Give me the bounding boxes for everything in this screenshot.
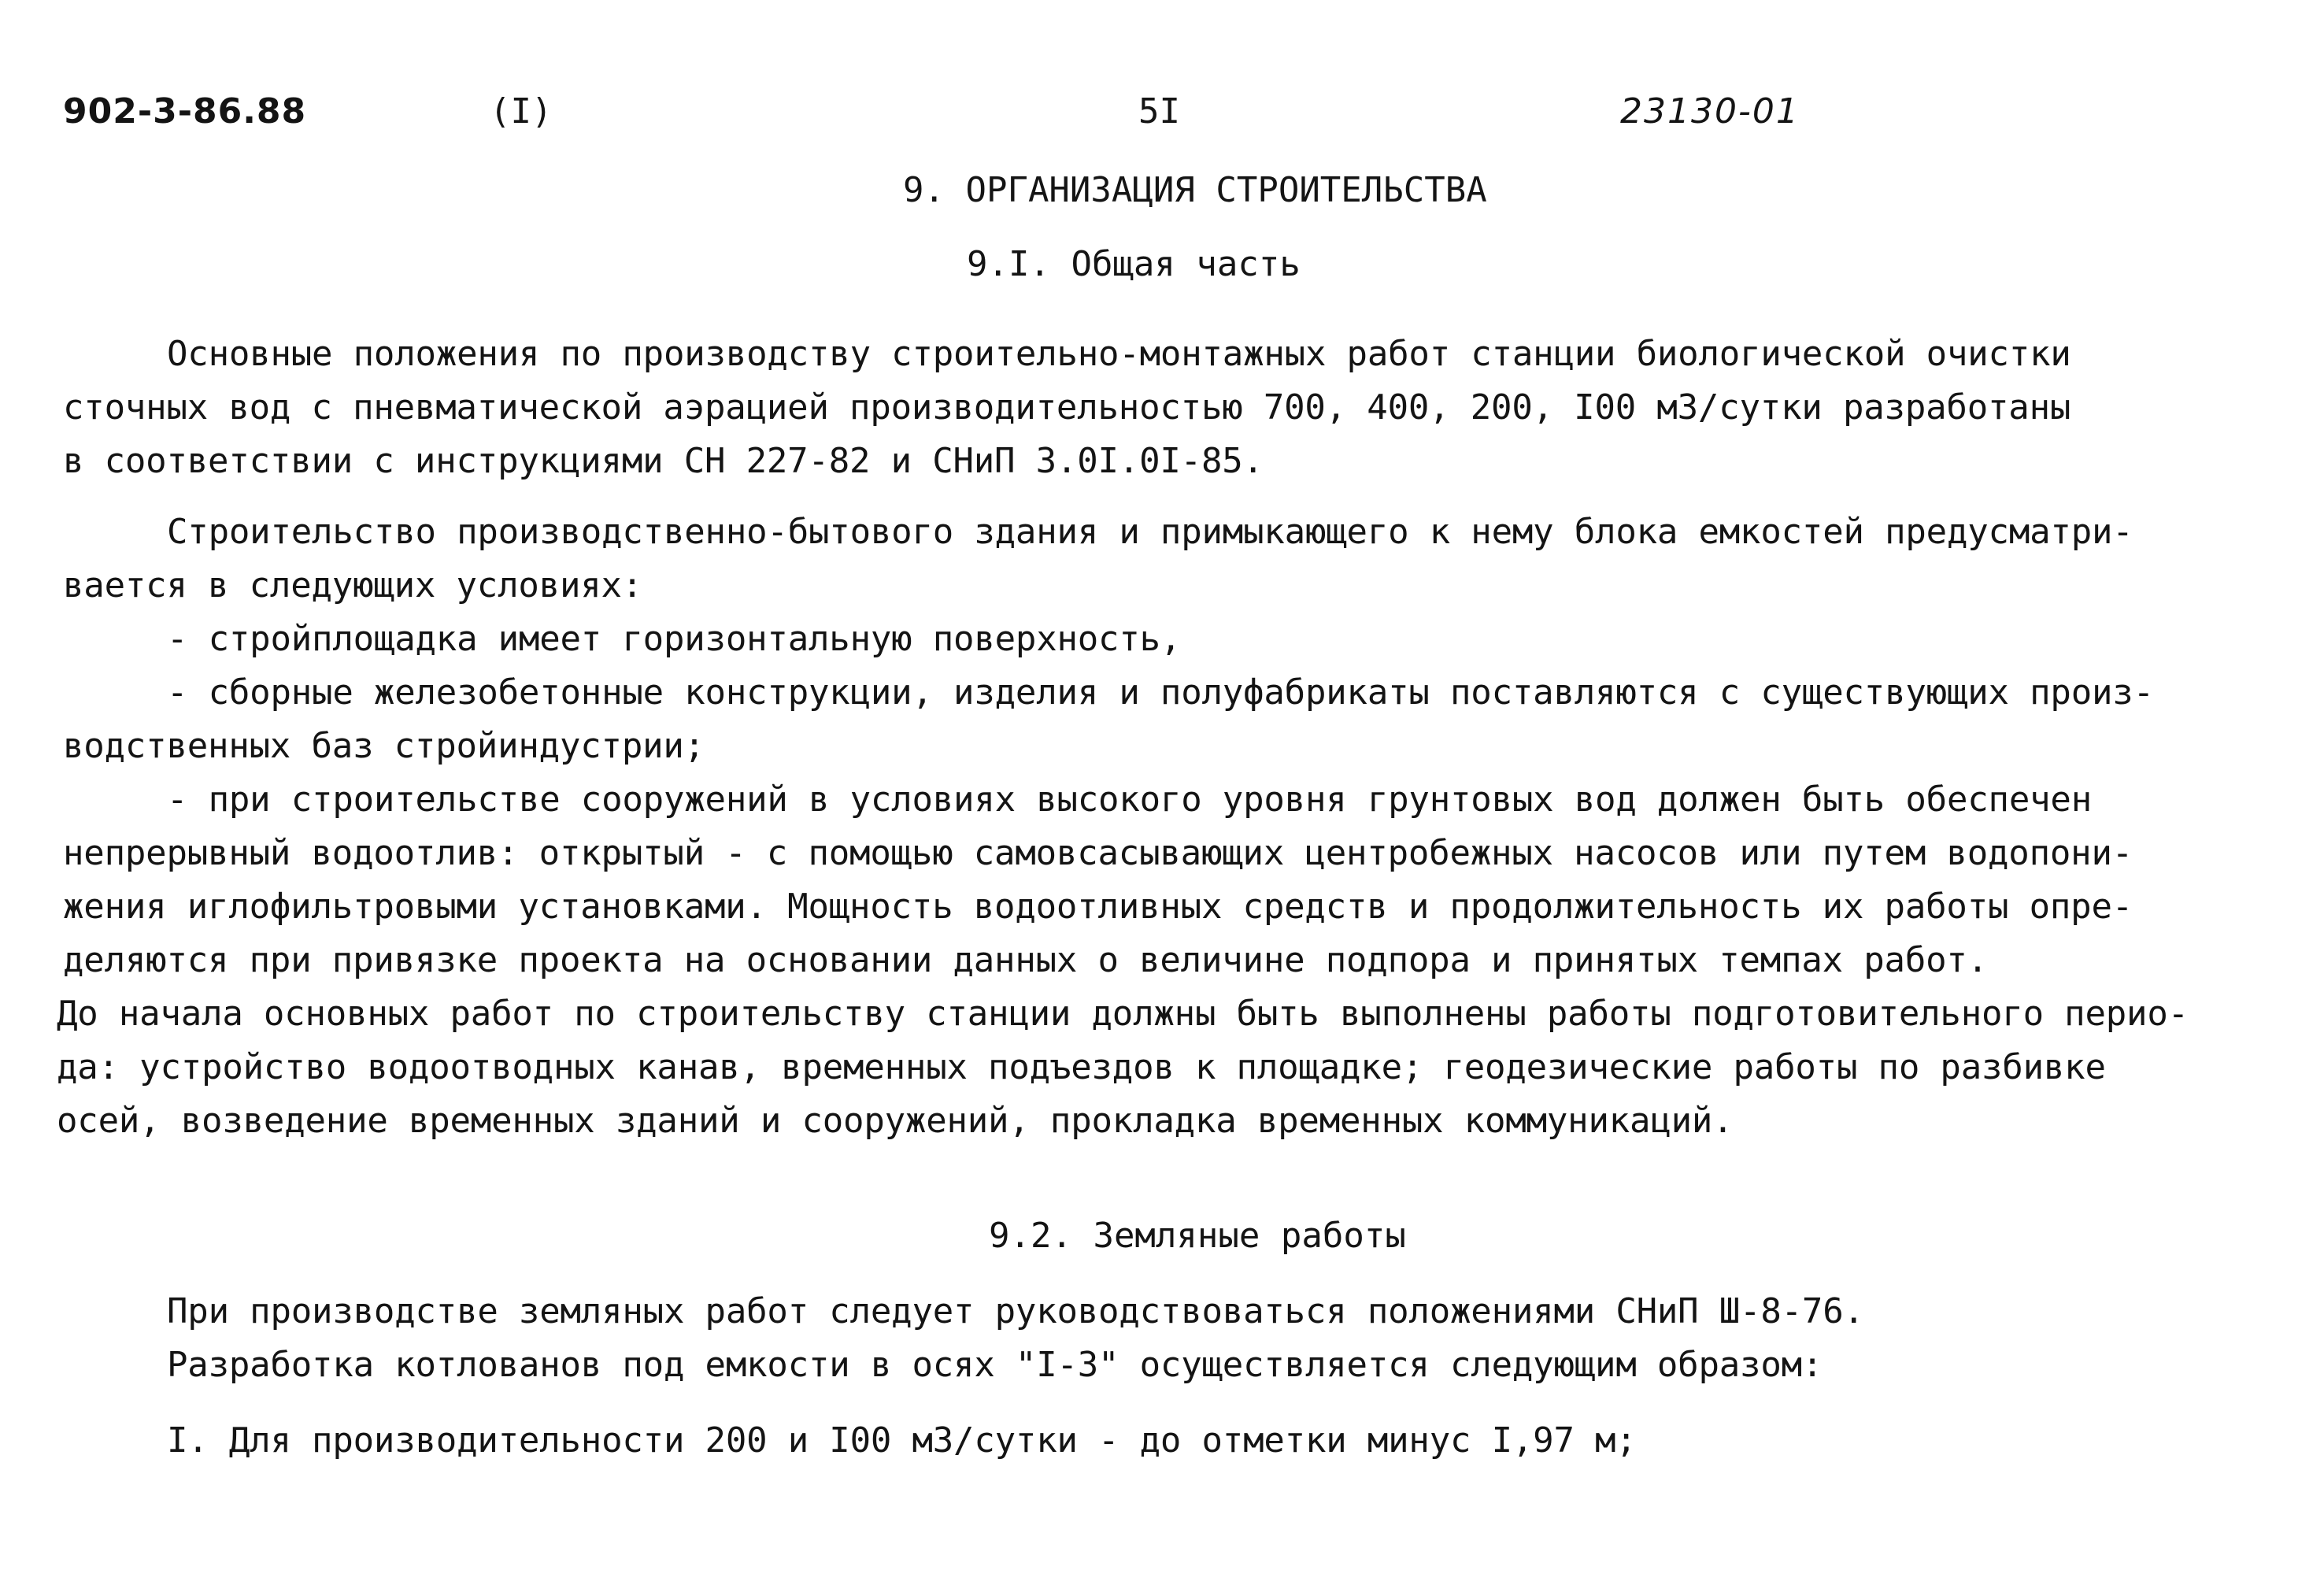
list-item-line: I. Для производительности 200 и I00 м3/сутки - до отметки минус I,97 м; xyxy=(167,1420,1637,1461)
paragraph-line: Основные положения по производству строительно-монтажных работ станции биологической очистки xyxy=(167,334,2071,374)
paragraph-line: До начала основных работ по строительству станции должны быть выполнены работы подготовительного перио- xyxy=(57,994,2189,1034)
list-item-line: - сборные железобетонные конструкции, изделия и полуфабрикаты поставляются с существующих произ- xyxy=(167,672,2154,713)
paragraph-line: осей, возведение временных зданий и сооружений, прокладка временных коммуникаций. xyxy=(57,1101,1734,1141)
subsection-title-general: 9.I. Общая часть xyxy=(967,244,1301,284)
list-item-line: жения иглофильтровыми установками. Мощность водоотливных средств и продолжительность их работы опре- xyxy=(63,887,2133,927)
paragraph-line: Разработка котлованов под емкости в осях "I-3" осуществляется следующим образом: xyxy=(167,1345,1823,1385)
paragraph-line: да: устройство водоотводных канав, временных подъездов к площадке; геодезические работы по разбивке xyxy=(57,1047,2106,1087)
list-item-line: деляются при привязке проекта на основании данных о величине подпора и принятых темпах работ. xyxy=(63,940,1988,980)
section-title: 9. ОРГАНИЗАЦИЯ СТРОИТЕЛЬСТВА xyxy=(903,170,1487,210)
paragraph-line: При производстве земляных работ следует руководствоваться положениями СНиП Ш-8-76. xyxy=(167,1291,1864,1331)
inventory-number: 23130-01 xyxy=(1620,91,1800,131)
paragraph-line: в соответствии с инструкциями СН 227-82 и СНиП 3.0I.0I-85. xyxy=(63,441,1264,481)
list-item-line: непрерывный водоотлив: открытый - с помощью самовсасывающих центробежных насосов или путем водопони- xyxy=(63,833,2133,873)
list-item-line: водственных баз стройиндустрии; xyxy=(63,726,705,766)
paragraph-line: вается в следующих условиях: xyxy=(63,565,643,605)
document-part: (I) xyxy=(490,91,553,131)
paragraph-line: Строительство производственно-бытового здания и примыкающего к нему блока емкостей предусматри- xyxy=(167,512,2133,552)
list-item-line: - стройплощадка имеет горизонтальную поверхность, xyxy=(167,619,1182,659)
list-item-line: - при строительстве сооружений в условиях высокого уровня грунтовых вод должен быть обеспечен xyxy=(167,779,2092,820)
page-number: 5I xyxy=(1138,91,1180,131)
paragraph-line: сточных вод с пневматической аэрацией производительностью 700, 400, 200, I00 м3/сутки разработаны xyxy=(63,387,2071,428)
subsection-title-earthworks: 9.2. Земляные работы xyxy=(989,1216,1406,1256)
document-code: 902-3-86.88 xyxy=(63,91,307,131)
